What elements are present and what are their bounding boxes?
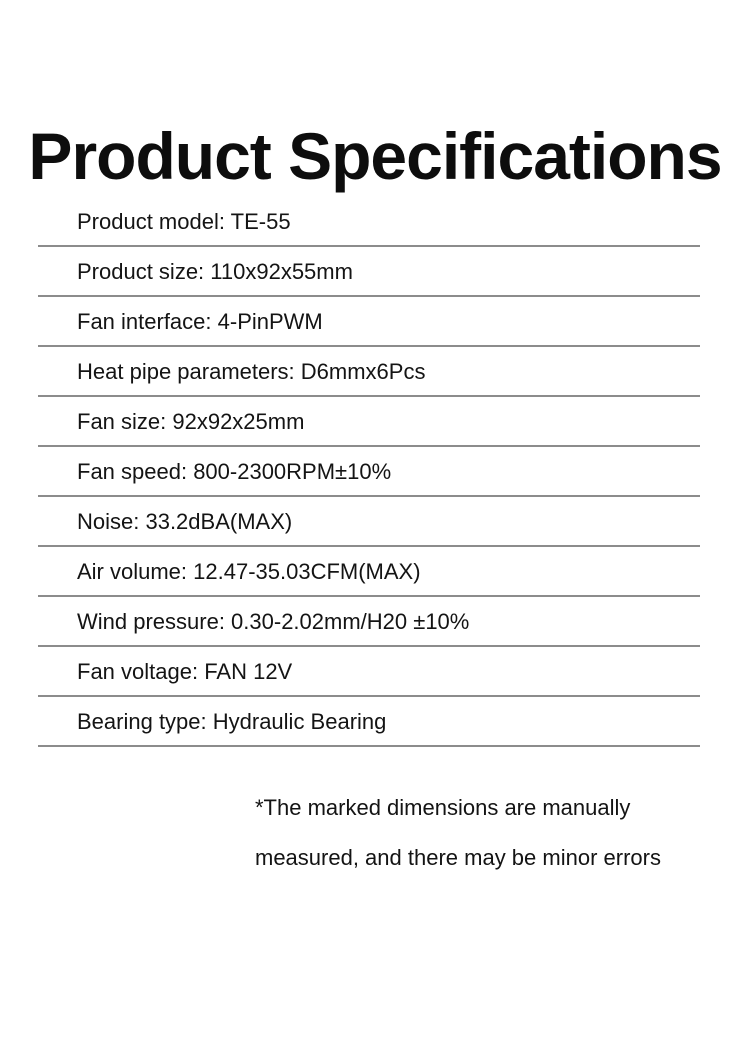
note-line-1: *The marked dimensions are manually: [255, 795, 631, 820]
spec-bearing-type: Bearing type: Hydraulic Bearing: [38, 697, 700, 747]
spec-list: [38, 197, 700, 747]
spec-fan-voltage: Fan voltage: FAN 12V: [38, 647, 700, 697]
spec-noise: Noise: 33.2dBA(MAX): [38, 497, 700, 547]
spec-air-volume: Air volume: 12.47-35.03CFM(MAX): [38, 547, 700, 597]
spec-product-size: Product size: 110x92x55mm: [38, 247, 700, 297]
page-title: Product Specifications: [28, 119, 722, 194]
spec-product-model: Product model: TE-55: [38, 197, 700, 247]
spec-fan-interface: Fan interface: 4-PinPWM: [38, 297, 700, 347]
spec-fan-size: Fan size: 92x92x25mm: [38, 397, 700, 447]
spec-wind-pressure: Wind pressure: 0.30-2.02mm/H20 ±10%: [38, 597, 700, 647]
note-line-2: measured, and there may be minor errors: [255, 845, 661, 870]
spec-heat-pipe-parameters: Heat pipe parameters: D6mmx6Pcs: [38, 347, 700, 397]
spec-fan-speed: Fan speed: 800-2300RPM±10%: [38, 447, 700, 497]
measurement-note: [255, 783, 725, 883]
